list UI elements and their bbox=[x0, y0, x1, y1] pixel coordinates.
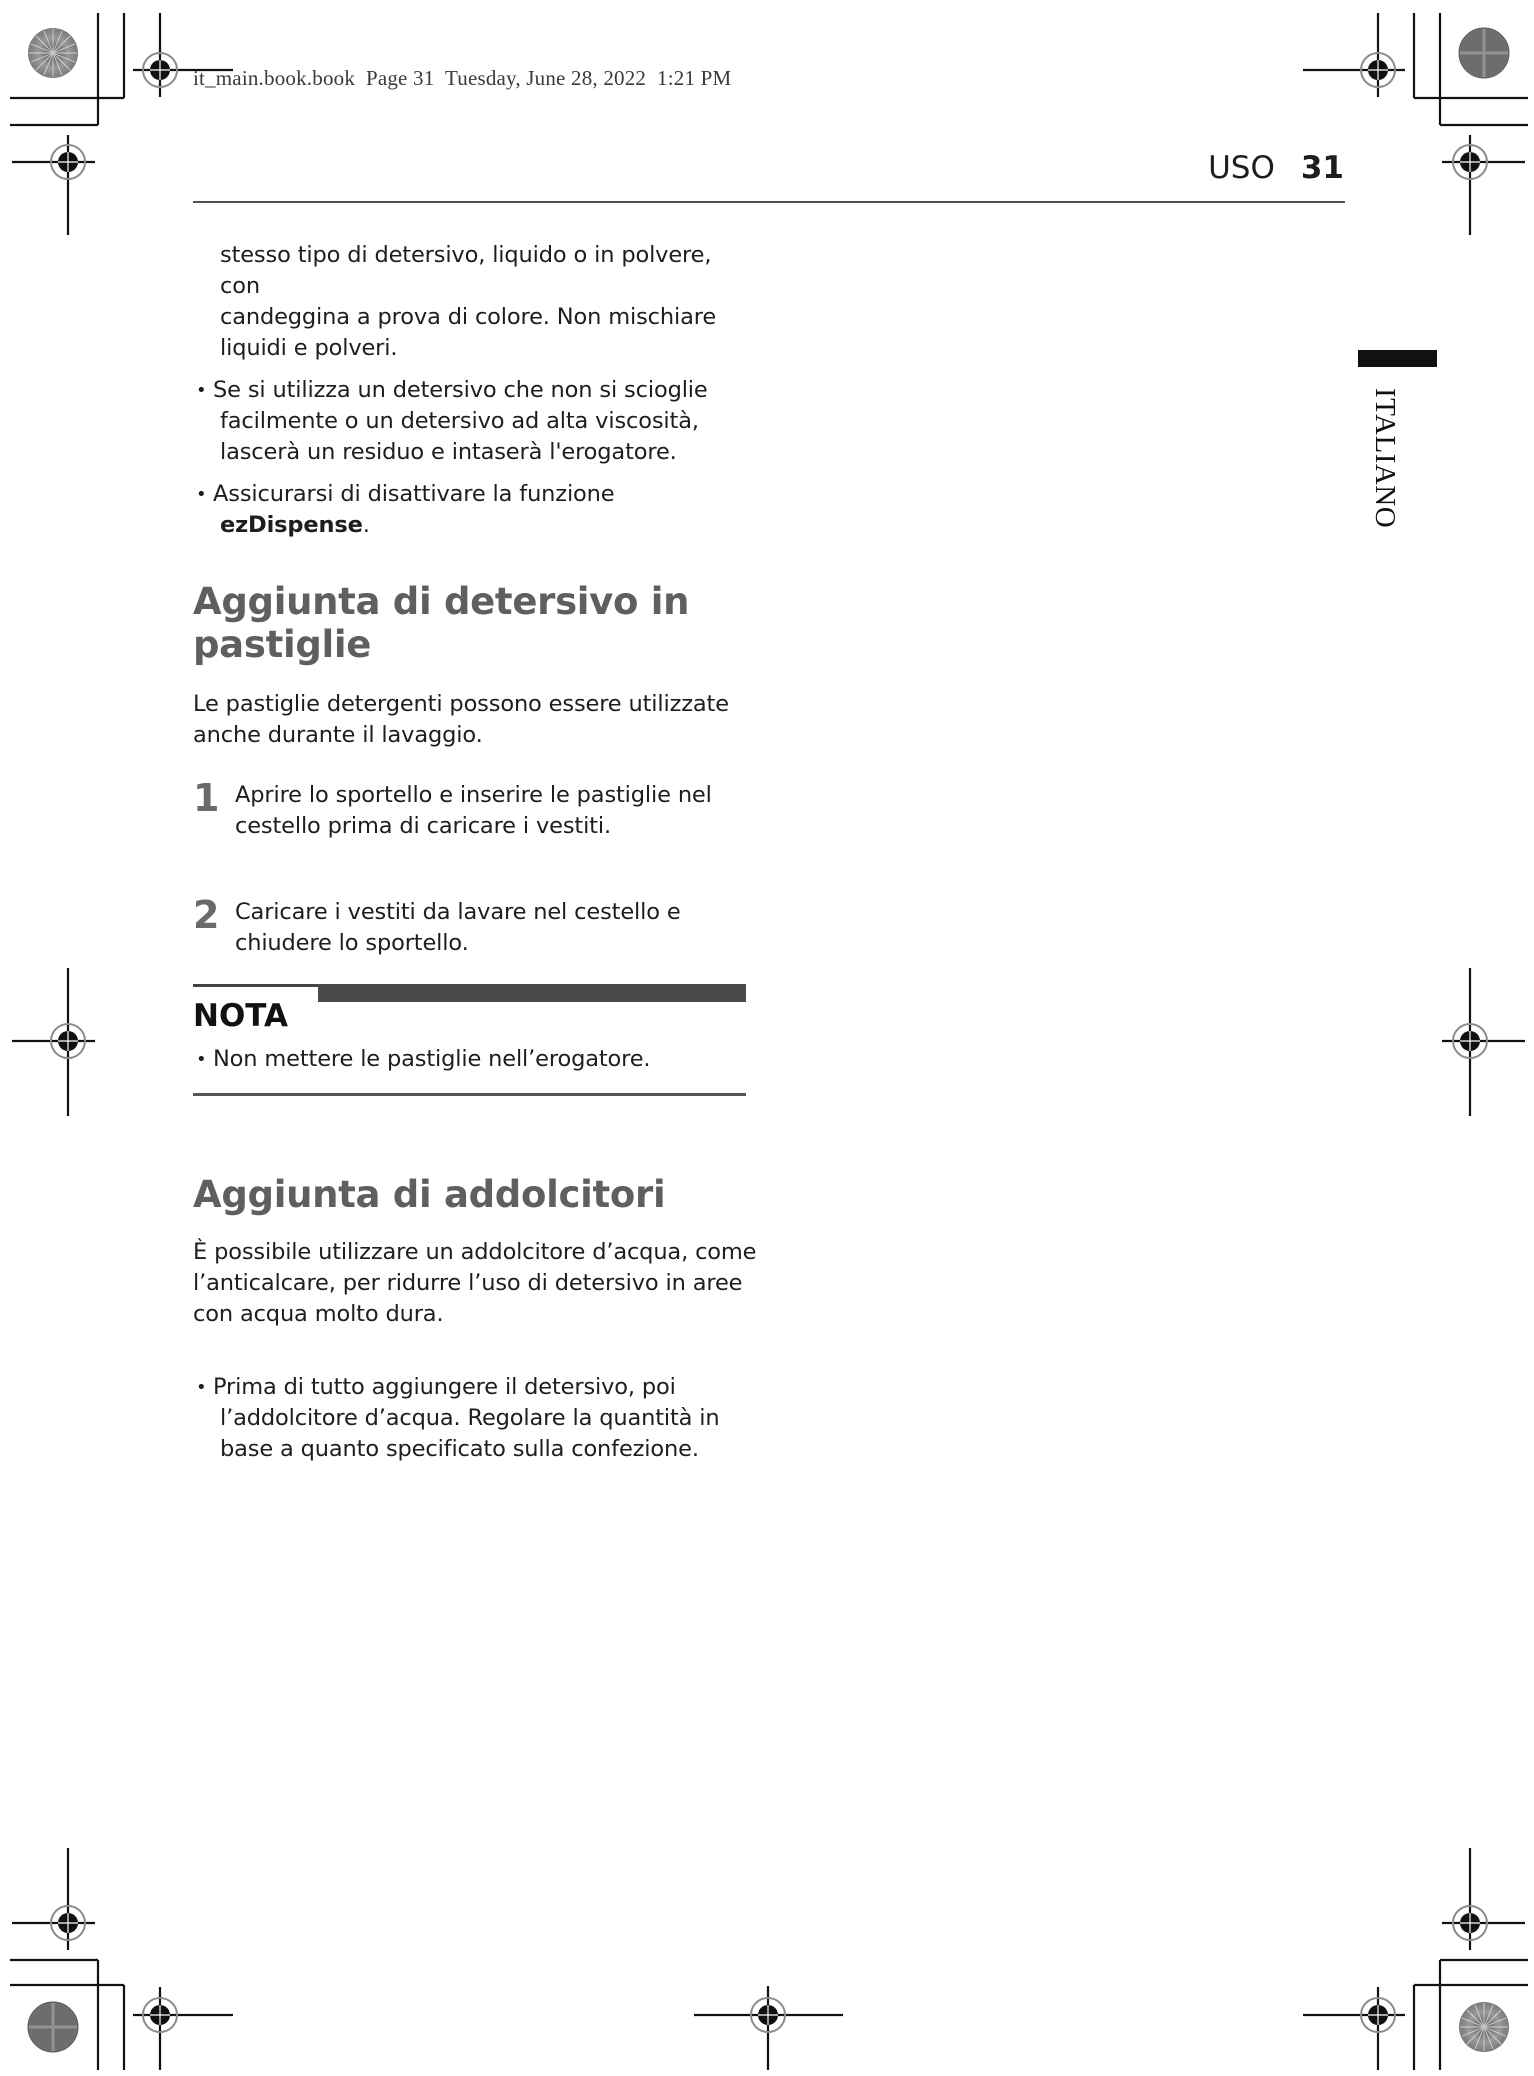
tablets-paragraph: Le pastiglie detergenti possono essere utilizzate anche durante il lavaggio. bbox=[193, 691, 729, 748]
softeners-paragraph: È possibile utilizzare un addolcitore d’acqua, come l’anticalcare, per ridurre l’uso di detersivo in aree con acqua molto dura. bbox=[193, 1239, 757, 1327]
language-tab bbox=[1368, 388, 1402, 529]
language-tab-label: ITALIANO bbox=[1369, 388, 1401, 529]
header-rule bbox=[193, 201, 1345, 203]
step-number: 2 bbox=[193, 893, 220, 937]
slug-line: it_main.book.book Page 31 Tuesday, June 28, 2022 1:21 PM bbox=[193, 66, 732, 90]
step-number: 1 bbox=[193, 776, 220, 820]
page-number: 31 bbox=[1300, 150, 1344, 186]
feature-name: ezDispense bbox=[220, 512, 363, 538]
note-item: • Non mettere le pastiglie nell’erogatore. bbox=[193, 1044, 773, 1075]
step-text: Aprire lo sportello e inserire le pastiglie nel cestello prima di caricare i vestiti. bbox=[235, 782, 712, 839]
section-heading-tablets: Aggiunta di detersivo in pastiglie bbox=[193, 580, 690, 666]
note-top-rule bbox=[193, 984, 319, 987]
note-header-bar bbox=[318, 984, 746, 1002]
step-text: Caricare i vestiti da lavare nel cestello e chiudere lo sportello. bbox=[235, 899, 681, 956]
note-bottom-rule bbox=[193, 1093, 746, 1096]
section-heading-softeners: Aggiunta di addolcitori bbox=[193, 1173, 666, 1216]
list-item: • Se si utilizza un detersivo che non si scioglie facilmente o un detersivo ad alta viscosità, lascerà un residuo e intaserà l'erogatore. bbox=[193, 375, 753, 468]
continuation-paragraph: stesso tipo di detersivo, liquido o in polvere, con candeggina a prova di colore. Non mischiare liquidi e polveri. bbox=[220, 242, 717, 361]
note-title: NOTA bbox=[193, 998, 289, 1034]
section-title: USO bbox=[1208, 150, 1275, 186]
list-item: • Prima di tutto aggiungere il detersivo, poi l’addolcitore d’acqua. Regolare la quantità in base a quanto specificato sulla confezione. bbox=[193, 1372, 780, 1465]
list-item: • Assicurarsi di disattivare la funzione ezDispense. bbox=[193, 479, 753, 541]
running-head bbox=[1208, 150, 1344, 186]
intro-block bbox=[193, 240, 753, 541]
language-tab-bar bbox=[1358, 350, 1437, 367]
